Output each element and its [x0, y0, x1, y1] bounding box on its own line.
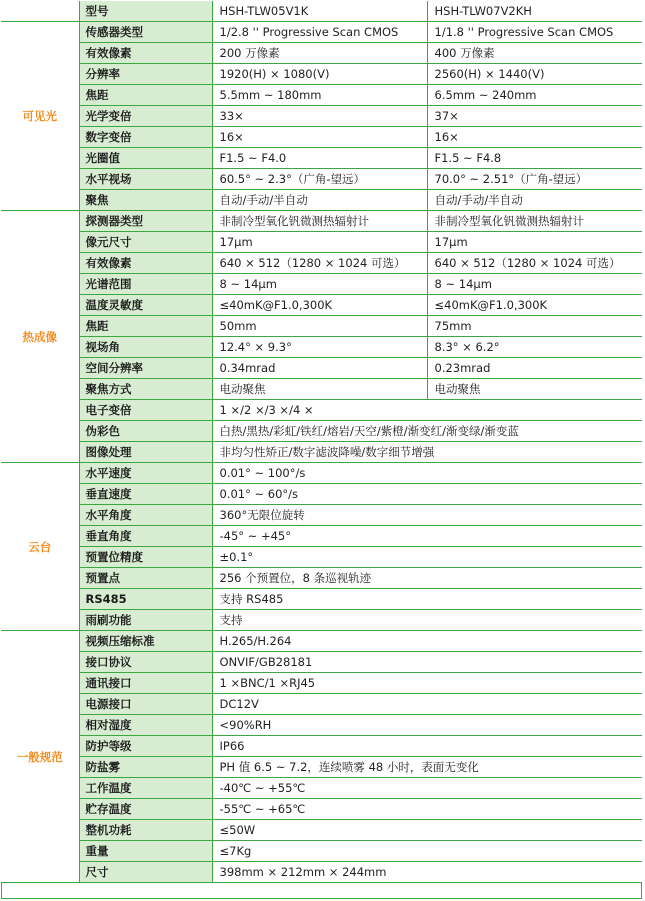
- spec-row: [1, 85, 642, 106]
- spec-value-model-a: 33×: [212, 106, 427, 127]
- spec-label: 空间分辨率: [79, 358, 212, 379]
- spec-value-model-b: 2560(H) × 1440(V): [427, 64, 642, 85]
- spec-row: [1, 715, 642, 736]
- spec-label: 电源接口: [79, 694, 212, 715]
- spec-label: 垂直速度: [79, 484, 212, 505]
- spec-row: [1, 358, 642, 379]
- spec-value-shared: -45° ~ +45°: [212, 526, 642, 547]
- spec-value-shared: H.265/H.264: [212, 631, 642, 652]
- spec-row: [1, 568, 642, 589]
- spec-table: [1, 1, 642, 883]
- spec-label: 水平角度: [79, 505, 212, 526]
- spec-value-model-b: 8.3° × 6.2°: [427, 337, 642, 358]
- spec-label: 光谱范围: [79, 274, 212, 295]
- spec-label: 视频压缩标准: [79, 631, 212, 652]
- spec-label: 电子变倍: [79, 400, 212, 421]
- spec-label: 有效像素: [79, 43, 212, 64]
- spec-label: 探测器类型: [79, 211, 212, 232]
- spec-label: 图像处理: [79, 442, 212, 463]
- spec-value-model-a: 50mm: [212, 316, 427, 337]
- section-category: 云台: [1, 463, 79, 631]
- spec-value-model-b: 电动聚焦: [427, 379, 642, 400]
- spec-value-shared: 256 个预置位，8 条巡视轨迹: [212, 568, 642, 589]
- spec-row: [1, 421, 642, 442]
- spec-row: [1, 820, 642, 841]
- spec-value-model-a: 5.5mm ~ 180mm: [212, 85, 427, 106]
- spec-row: [1, 274, 642, 295]
- spec-label: 重量: [79, 841, 212, 862]
- header-row: [1, 1, 642, 22]
- model-a-header: HSH-TLW05V1K: [212, 1, 427, 22]
- spec-value-model-b: 17μm: [427, 232, 642, 253]
- spec-label: 通讯接口: [79, 673, 212, 694]
- spec-row: [1, 253, 642, 274]
- spec-row: [1, 484, 642, 505]
- spec-value-shared: DC12V: [212, 694, 642, 715]
- spec-value-shared: IP66: [212, 736, 642, 757]
- spec-value-model-a: 电动聚焦: [212, 379, 427, 400]
- spec-value-model-b: 0.23mrad: [427, 358, 642, 379]
- spec-value-shared: -55℃ ~ +65℃: [212, 799, 642, 820]
- spec-label: 水平视场: [79, 169, 212, 190]
- section-category: 热成像: [1, 211, 79, 463]
- spec-label: 聚焦方式: [79, 379, 212, 400]
- spec-value-model-a: F1.5 ~ F4.0: [212, 148, 427, 169]
- spec-row: [1, 757, 642, 778]
- spec-label: 聚焦: [79, 190, 212, 211]
- spec-label: 焦距: [79, 85, 212, 106]
- spec-row: [1, 547, 642, 568]
- spec-label: 传感器类型: [79, 22, 212, 43]
- spec-value-model-b: 400 万像素: [427, 43, 642, 64]
- spec-row: [1, 589, 642, 610]
- spec-row: [1, 295, 642, 316]
- spec-value-shared: 0.01° ~ 100°/s: [212, 463, 642, 484]
- spec-label: 工作温度: [79, 778, 212, 799]
- spec-label: 防护等级: [79, 736, 212, 757]
- spec-label: 光学变倍: [79, 106, 212, 127]
- spec-value-model-a: 1/2.8 '' Progressive Scan CMOS: [212, 22, 427, 43]
- spec-value-model-b: 6.5mm ~ 240mm: [427, 85, 642, 106]
- spec-value-model-a: 200 万像素: [212, 43, 427, 64]
- spec-row: [1, 862, 642, 883]
- spec-row: [1, 127, 642, 148]
- spec-value-model-b: 1/1.8 '' Progressive Scan CMOS: [427, 22, 642, 43]
- spec-row: [1, 442, 642, 463]
- spec-value-model-a: 1920(H) × 1080(V): [212, 64, 427, 85]
- spec-row: [1, 526, 642, 547]
- spec-value-shared: 1 ×/2 ×/3 ×/4 ×: [212, 400, 642, 421]
- spec-value-model-a: ≤40mK@F1.0,300K: [212, 295, 427, 316]
- spec-label: 预置位精度: [79, 547, 212, 568]
- spec-value-model-b: 640 × 512（1280 × 1024 可选）: [427, 253, 642, 274]
- spec-row: [1, 22, 642, 43]
- spec-value-shared: PH 值 6.5 ~ 7.2，连续喷雾 48 小时，表面无变化: [212, 757, 642, 778]
- spec-row: [1, 64, 642, 85]
- spec-label: 像元尺寸: [79, 232, 212, 253]
- spec-value-model-a: 60.5° ~ 2.3°（广角-望远）: [212, 169, 427, 190]
- spec-value-model-b: 70.0° ~ 2.51°（广角-望远）: [427, 169, 642, 190]
- spec-label: 贮存温度: [79, 799, 212, 820]
- spec-value-model-a: 0.34mrad: [212, 358, 427, 379]
- spec-label: 水平速度: [79, 463, 212, 484]
- spec-label: 焦距: [79, 316, 212, 337]
- spec-label: 防盐雾: [79, 757, 212, 778]
- spec-label: 视场角: [79, 337, 212, 358]
- spec-value-model-a: 非制冷型氧化钒微测热辐射计: [212, 211, 427, 232]
- spec-value-model-a: 12.4° × 9.3°: [212, 337, 427, 358]
- spec-value-shared: 支持 RS485: [212, 589, 642, 610]
- spec-value-shared: 1 ×BNC/1 ×RJ45: [212, 673, 642, 694]
- spec-row: [1, 631, 642, 652]
- spec-value-model-a: 自动/手动/半自动: [212, 190, 427, 211]
- spec-label: 雨刷功能: [79, 610, 212, 631]
- spec-value-shared: 非均匀性矫正/数字滤波降噪/数字细节增强: [212, 442, 642, 463]
- model-b-header: HSH-TLW07V2KH: [427, 1, 642, 22]
- spec-row: [1, 505, 642, 526]
- spec-value-shared: ≤50W: [212, 820, 642, 841]
- spec-row: [1, 148, 642, 169]
- spec-label: 接口协议: [79, 652, 212, 673]
- spec-row: [1, 463, 642, 484]
- section-category: 可见光: [1, 22, 79, 211]
- section-category: 一般规范: [1, 631, 79, 883]
- spec-value-model-b: ≤40mK@F1.0,300K: [427, 295, 642, 316]
- spec-label: RS485: [79, 589, 212, 610]
- spec-label: 整机功耗: [79, 820, 212, 841]
- spec-row: [1, 610, 642, 631]
- spec-value-model-b: 8 ~ 14μm: [427, 274, 642, 295]
- spec-value-shared: 0.01° ~ 60°/s: [212, 484, 642, 505]
- spec-value-model-b: 非制冷型氧化钒微测热辐射计: [427, 211, 642, 232]
- spec-value-model-a: 17μm: [212, 232, 427, 253]
- spec-row: [1, 43, 642, 64]
- spec-value-shared: <90%RH: [212, 715, 642, 736]
- spec-label: 尺寸: [79, 862, 212, 883]
- spec-row: [1, 694, 642, 715]
- spec-label: 分辨率: [79, 64, 212, 85]
- spec-row: [1, 232, 642, 253]
- spec-label: 有效像素: [79, 253, 212, 274]
- spec-row: [1, 673, 642, 694]
- spec-label: 伪彩色: [79, 421, 212, 442]
- spec-value-shared: ±0.1°: [212, 547, 642, 568]
- spec-label: 光圈值: [79, 148, 212, 169]
- spec-value-shared: ≤7Kg: [212, 841, 642, 862]
- spec-label: 垂直角度: [79, 526, 212, 547]
- spec-value-shared: 支持: [212, 610, 642, 631]
- spec-row: [1, 400, 642, 421]
- spec-value-shared: ONVIF/GB28181: [212, 652, 642, 673]
- spec-row: [1, 190, 642, 211]
- spec-table-body: [1, 1, 642, 883]
- spec-value-shared: -40℃ ~ +55℃: [212, 778, 642, 799]
- spec-row: [1, 211, 642, 232]
- spec-value-model-a: 16×: [212, 127, 427, 148]
- spec-row: [1, 337, 642, 358]
- spec-row: [1, 379, 642, 400]
- spec-row: [1, 736, 642, 757]
- spec-row: [1, 652, 642, 673]
- spec-value-model-b: 16×: [427, 127, 642, 148]
- spec-row: [1, 799, 642, 820]
- spec-row: [1, 778, 642, 799]
- spec-value-model-a: 8 ~ 14μm: [212, 274, 427, 295]
- spec-label: 预置点: [79, 568, 212, 589]
- spec-value-model-b: 37×: [427, 106, 642, 127]
- spec-row: [1, 106, 642, 127]
- spec-value-shared: 398mm × 212mm × 244mm: [212, 862, 642, 883]
- header-corner-cell: [1, 1, 79, 22]
- spec-value-model-a: 640 × 512（1280 × 1024 可选）: [212, 253, 427, 274]
- spec-value-model-b: 自动/手动/半自动: [427, 190, 642, 211]
- spec-label: 数字变倍: [79, 127, 212, 148]
- spec-value-model-b: F1.5 ~ F4.8: [427, 148, 642, 169]
- spec-value-shared: 360°无限位旋转: [212, 505, 642, 526]
- spec-row: [1, 316, 642, 337]
- spec-row: [1, 169, 642, 190]
- spec-value-model-b: 75mm: [427, 316, 642, 337]
- spec-label: 温度灵敏度: [79, 295, 212, 316]
- spec-label: 相对湿度: [79, 715, 212, 736]
- spec-row: [1, 841, 642, 862]
- header-label: 型号: [79, 1, 212, 22]
- spec-value-shared: 白热/黑热/彩虹/铁红/熔岩/天空/紫橙/渐变红/渐变绿/渐变蓝: [212, 421, 642, 442]
